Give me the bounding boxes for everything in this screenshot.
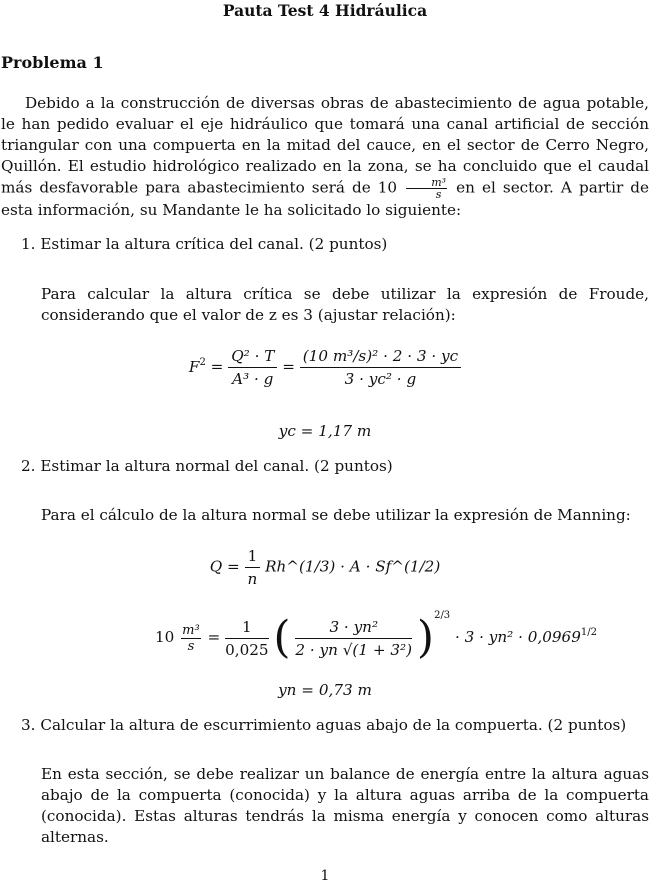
manning-numeric-equation: 10 $\frac{\text{m³}}{s}$ = $\frac{1}{0,025}$ ( $\frac{\text{3 · yn²}}{\text{2 · yn √(1 + 3²)}}$ )$^{2/3} \cdot 3 \cdot yn^2 \cdot 0,0969^{1/2}$ [155,610,597,663]
item-number: 2. [21,457,36,475]
item-1-text: Para calcular la altura crítica se debe utilizar la expresión de Froude, considerando que el valor de z es 3 (ajustar relación): [41,285,649,324]
page-number: 1 [320,868,330,884]
froude-lhs: $F^2$ [188,356,206,376]
page-title: Pauta Test 4 Hidráulica [222,1,428,20]
intro-text-before: Debido a la construcción de diversas obras de abastecimiento de agua potable, le han pedido evaluar el eje hidráulico que tomará una canal artificial de sección triangular con una compuerta en la mitad del cauce, en el sector de Cerro Negro, Quillón. El estudio hidrológico realizado en la zona, se ha concluido que el caudal más desfavorable para abastecimiento será de 10 [1,94,649,197]
unit-denominator: s [435,188,442,201]
manning-unit-fraction: $\frac{\text{m³}}{s}$ [182,622,200,654]
unit-numerator: m³ [406,177,447,189]
froude-fraction-1: $\frac{\text{Q² · T}}{\text{A³ · g}}$ [228,345,277,390]
item-heading: Estimar la altura normal del canal. (2 puntos) [40,457,393,475]
item-heading: Estimar la altura crítica del canal. (2 puntos) [40,235,388,253]
manning-coefficient-fraction: $\frac{1}{0,025}$ [225,617,269,659]
intro-paragraph [1,93,649,221]
item-heading: Calcular la altura de escurrimiento aguas abajo de la compuerta. (2 puntos) [40,716,627,734]
item-2-text: Para el cálculo de la altura normal se debe utilizar la expresión de Manning: [41,506,631,524]
manning-inner-fraction: $\frac{\text{3 · yn²}}{\text{2 · yn √(1 + 3²)}}$ [295,617,413,659]
critical-depth-result: yc = 1,17 m [278,422,372,440]
intro-text-after: en el sector. A partir de esta información, su Mandante le ha solicitado lo siguiente: [1,178,650,219]
froude-fraction-2: $\frac{\text{(10 m³/s)² · 2 · 3 · yc}}{\text{3 · yc² · g}}$ [300,345,461,390]
item-number: 3. [21,716,36,734]
right-paren: ) [416,612,435,663]
section-heading: Problema 1 [1,53,104,72]
manning-general-fraction: $\frac{1}{n}$ [245,545,261,590]
left-paren: ( [273,612,291,663]
unit-fraction [406,177,447,200]
item-2 [21,456,393,477]
normal-depth-result: yn = 0,73 m [278,681,372,699]
manning-general-equation: Q = $\frac{1}{n}$ Rh^(1/3) · A · Sf^(1/2) [209,547,441,588]
item-3-text: En esta sección, se debe realizar un balance de energía entre la altura aguas abajo de la compuerta (conocida) y la altura aguas arriba de la compuerta (conocida). Estas alturas tendrás la misma energía y conocen como alturas alternas. [41,765,649,846]
manning-exponent: 2/3 [434,610,451,621]
item-3 [21,715,626,736]
item-1 [21,234,387,255]
item-number: 1. [21,235,36,253]
froude-equation: $F^2$ = $\frac{\text{Q² · T}}{\text{A³ · g}}$ = $\frac{\text{(10 m³/s)² · 2 · 3 · yc}}{\text{3 · yc² · g}}$ [0,345,650,390]
